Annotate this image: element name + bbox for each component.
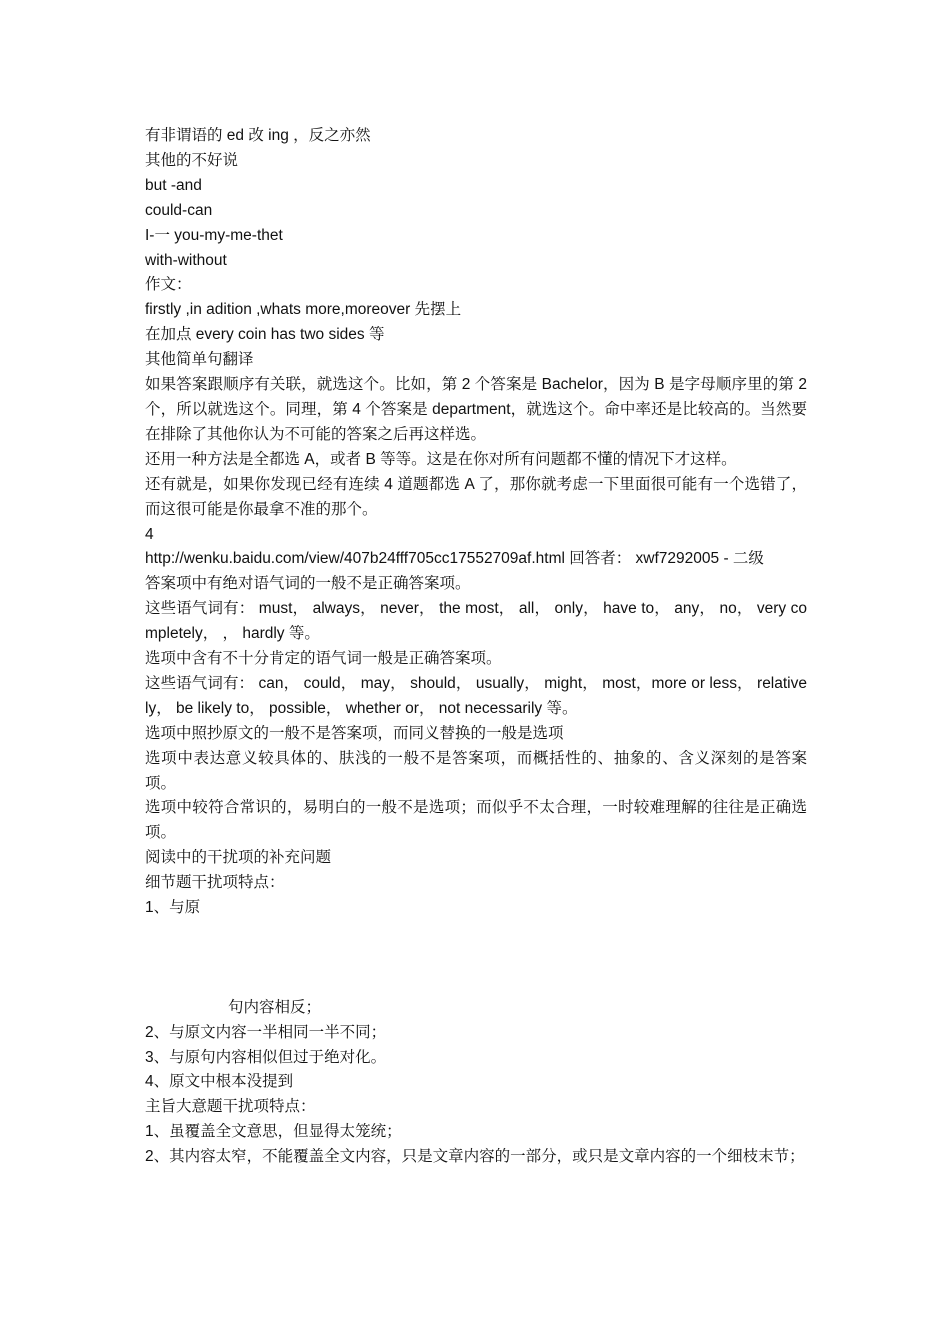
paragraph: 还有就是，如果你发现已经有连续 4 道题都选 A 了，那你就考虑一下里面很可能有一个选错了，而这很可能是你最拿不准的那个。 bbox=[145, 475, 807, 518]
paragraph: with-without bbox=[145, 251, 227, 269]
continued-line: 句内容相反； bbox=[228, 998, 322, 1016]
paragraph: firstly ,in adition ,whats more,moreover 先摆上 bbox=[145, 301, 462, 319]
paragraph: 作文： bbox=[145, 276, 192, 294]
paragraph: 其他的不好说 bbox=[145, 151, 239, 169]
text-block-2 bbox=[145, 1021, 807, 1170]
paragraph: 2、其内容太窄，不能覆盖全文内容，只是文章内容的一部分，或只是文章内容的一个细枝末节； bbox=[145, 1148, 805, 1166]
paragraph: 4、原文中根本没提到 bbox=[145, 1073, 294, 1091]
paragraph: http://wenku.baidu.com/view/407b24fff705cc17552709af.html 回答者： xwf7292005 - 二级 bbox=[145, 550, 764, 568]
paragraph: 还用一种方法是全都选 A，或者 B 等等。这是在你对所有问题都不懂的情况下才这样。 bbox=[145, 450, 737, 468]
paragraph: 细节题干扰项特点： bbox=[145, 874, 285, 892]
paragraph: 选项中含有不十分肯定的语气词一般是正确答案项。 bbox=[145, 650, 502, 668]
paragraph: 2、与原文内容一半相同一半不同； bbox=[145, 1023, 387, 1041]
paragraph: 选项中较符合常识的，易明白的一般不是选项；而似乎不太合理，一时较难理解的往往是正确选项。 bbox=[145, 799, 807, 842]
paragraph: 主旨大意题干扰项特点： bbox=[145, 1098, 316, 1116]
paragraph: 如果答案跟顺序有关联，就选这个。比如，第 2 个答案是 Bachelor，因为 B 是字母顺序里的第 2 个，所以就选这个。同理，第 4 个答案是 department，就选这个。命中率还是比较高的。当然要在排除了其他你认为不可能的答案之后再这样选。 bbox=[145, 376, 807, 443]
paragraph: 3、与原句内容相似但过于绝对化。 bbox=[145, 1048, 387, 1066]
paragraph: could-can bbox=[145, 201, 213, 219]
paragraph: 阅读中的干扰项的补充问题 bbox=[145, 849, 332, 867]
paragraph: 选项中表达意义较具体的、肤浅的一般不是答案项，而概括性的、抽象的、含义深刻的是答案项。 bbox=[145, 749, 807, 792]
paragraph: I-一 you-my-me-thet bbox=[145, 226, 283, 244]
paragraph: 这些语气词有： can， could， may， should， usually， might， most，more or less， relatively， be likely to， possible， whether or， not necessarily 等。 bbox=[145, 674, 807, 717]
paragraph: 1、与原 bbox=[145, 899, 201, 917]
paragraph: 1、虽覆盖全文意思，但显得太笼统； bbox=[145, 1123, 402, 1141]
paragraph: 这些语气词有： must， always， never， the most， all， only， have to， any， no， very completely， ， hardly 等。 bbox=[145, 600, 807, 643]
paragraph: 在加点 every coin has two sides 等 bbox=[145, 326, 385, 344]
paragraph: but -and bbox=[145, 176, 202, 194]
page-break-gap bbox=[145, 921, 807, 996]
document-body bbox=[145, 124, 807, 1170]
text-block-1 bbox=[145, 124, 807, 921]
paragraph: 其他简单句翻译 bbox=[145, 351, 254, 369]
paragraph: 有非谓语的 ed 改 ing ，反之亦然 bbox=[145, 127, 371, 144]
paragraph: 4 bbox=[145, 525, 154, 543]
paragraph: 选项中照抄原文的一般不是答案项，而同义替换的一般是选项 bbox=[145, 724, 564, 742]
paragraph: 答案项中有绝对语气词的一般不是正确答案项。 bbox=[145, 575, 471, 593]
